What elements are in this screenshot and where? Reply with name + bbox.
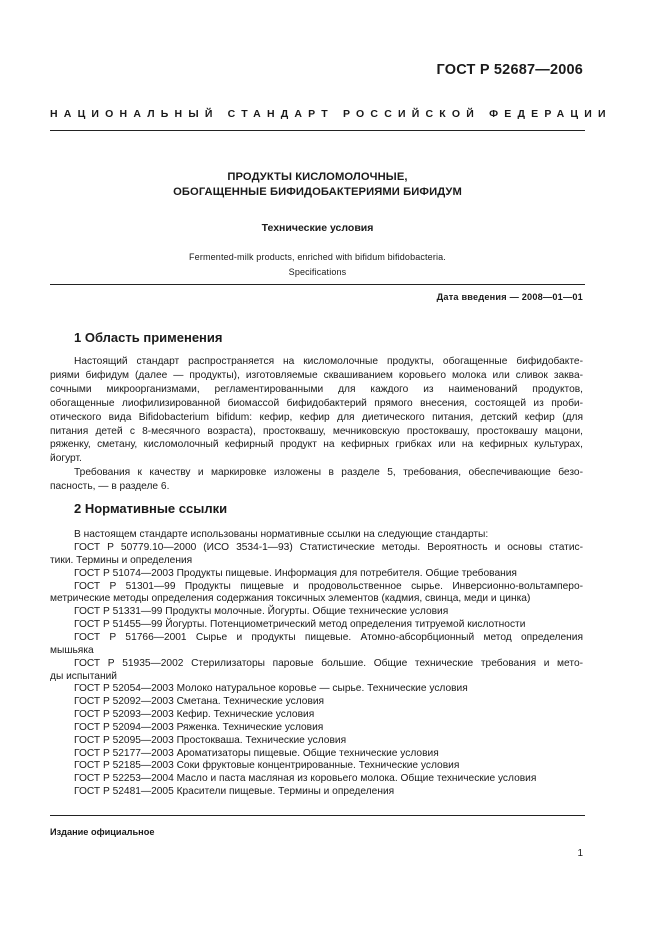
section-1-line: ряженку, сметану, кисломолочный кефирный продукт на кефирных грибках или на кефирных культурах,: [50, 439, 583, 451]
section-1-heading: 1 Область применения: [74, 330, 223, 345]
reference-line: ГОСТ Р 51455—99 Йогурты. Потенциометрический метод определения титруемой кислотности: [74, 619, 526, 631]
title-line-1: ПРОДУКТЫ КИСЛОМОЛОЧНЫЕ,: [227, 171, 408, 183]
edition-note: Издание официальное: [50, 827, 155, 837]
reference-line: ГОСТ Р 52095—2003 Простокваша. Технические условия: [74, 734, 347, 746]
english-title: [50, 250, 585, 280]
section-1-line: Требования к качеству и маркировке изложены в разделе 5, требования, обеспечивающие безо-: [74, 467, 583, 479]
section-1-line: обогащенные лиофилизированной биомассой бифидобактерий прямого внесения, состоящей из проби-: [50, 397, 583, 409]
reference-line: ГОСТ Р 51074—2003 Продукты пищевые. Информация для потребителя. Общие требования: [74, 567, 517, 579]
reference-line: ГОСТ Р 52054—2003 Молоко натуральное коровье — сырье. Технические условия: [74, 683, 468, 695]
reference-line: ГОСТ Р 52092—2003 Сметана. Технические условия: [74, 696, 325, 708]
subtitle: Технические условия: [261, 222, 374, 234]
reference-line: ГОСТ Р 51331—99 Продукты молочные. Йогурты. Общие технические условия: [74, 606, 449, 618]
title-block: [50, 170, 585, 280]
reference-line: мышьяка: [50, 644, 94, 656]
reference-line: ГОСТ Р 51301—99 Продукты пищевые и продовольственное сырье. Инверсионно-вольтамперо-: [74, 580, 583, 592]
reference-line: метрические методы определения содержания токсичных элементов (кадмия, свинца, меди и цинка): [50, 593, 531, 605]
middle-divider: [50, 284, 585, 285]
reference-line: тики. Термины и определения: [50, 554, 193, 566]
section-1-line: Настоящий стандарт распространяется на кисломолочные продукты, обогащенные бифидобакте-: [74, 356, 583, 367]
reference-line: ГОСТ Р 51766—2001 Сырье и продукты пищевые. Атомно-абсорбционный метод определения: [74, 631, 583, 643]
english-title-line-1: Fermented-milk products, enriched with bifidum bifidobacteria.: [189, 252, 446, 262]
page-number: 1: [577, 848, 583, 859]
section-2-heading: 2 Нормативные ссылки: [74, 501, 228, 516]
section-1-line: пасность, — в разделе 6.: [50, 481, 170, 493]
english-title-line-2: Specifications: [288, 267, 347, 277]
top-divider: [50, 130, 585, 131]
reference-line: ГОСТ Р 51935—2002 Стерилизаторы паровые большие. Общие технические требования и мето-: [74, 657, 583, 669]
footer-divider: [50, 815, 585, 816]
title-line-2: ОБОГАЩЕННЫЕ БИФИДОБАКТЕРИЯМИ БИФИДУМ: [173, 186, 462, 198]
reference-line: ГОСТ Р 52253—2004 Масло и паста масляная из коровьего молока. Общие технические условия: [74, 773, 537, 785]
reference-line: ды испытаний: [50, 670, 117, 682]
effective-date: Дата введения — 2008—01—01: [436, 292, 583, 302]
national-standard-banner: НАЦИОНАЛЬНЫЙ СТАНДАРТ РОССИЙСКОЙ ФЕДЕРАЦИИ: [50, 108, 612, 120]
reference-line: ГОСТ Р 52094—2003 Ряженка. Технические условия: [74, 721, 324, 733]
reference-line: ГОСТ Р 52185—2003 Соки фруктовые концентрированные. Технические условия: [74, 760, 460, 772]
section-1-line: питания детей с 8-месячного возраста), простоквашу, мечниковскую простоквашу, простоквашу мацони,: [50, 425, 583, 437]
section-1-line: риями бифидум (далее — продукты), изготовляемые сквашиванием коровьего молока или сливок заква-: [50, 369, 583, 381]
reference-line: ГОСТ Р 52177—2003 Ароматизаторы пищевые. Общие технические условия: [74, 747, 439, 759]
section-1-line: отического вида Bifidobacterium bifidum: кефир, кефир для диетического питания, детский кефир (для: [50, 411, 583, 423]
section-1-line: йогурт.: [50, 453, 82, 465]
section-2-intro: В настоящем стандарте использованы нормативные ссылки на следующие стандарты:: [74, 529, 489, 540]
reference-line: ГОСТ Р 52093—2003 Кефир. Технические условия: [74, 709, 315, 721]
reference-line: ГОСТ Р 52481—2005 Красители пищевые. Термины и определения: [74, 786, 395, 798]
section-1-line: сочными микроорганизмами, регламентированными для каждого из наименований продуктов,: [50, 383, 583, 395]
document-code: ГОСТ Р 52687—2006: [436, 62, 583, 78]
reference-line: ГОСТ Р 50779.10—2000 (ИСО 3534-1—93) Статистические методы. Вероятность и основы статис-: [74, 542, 583, 553]
